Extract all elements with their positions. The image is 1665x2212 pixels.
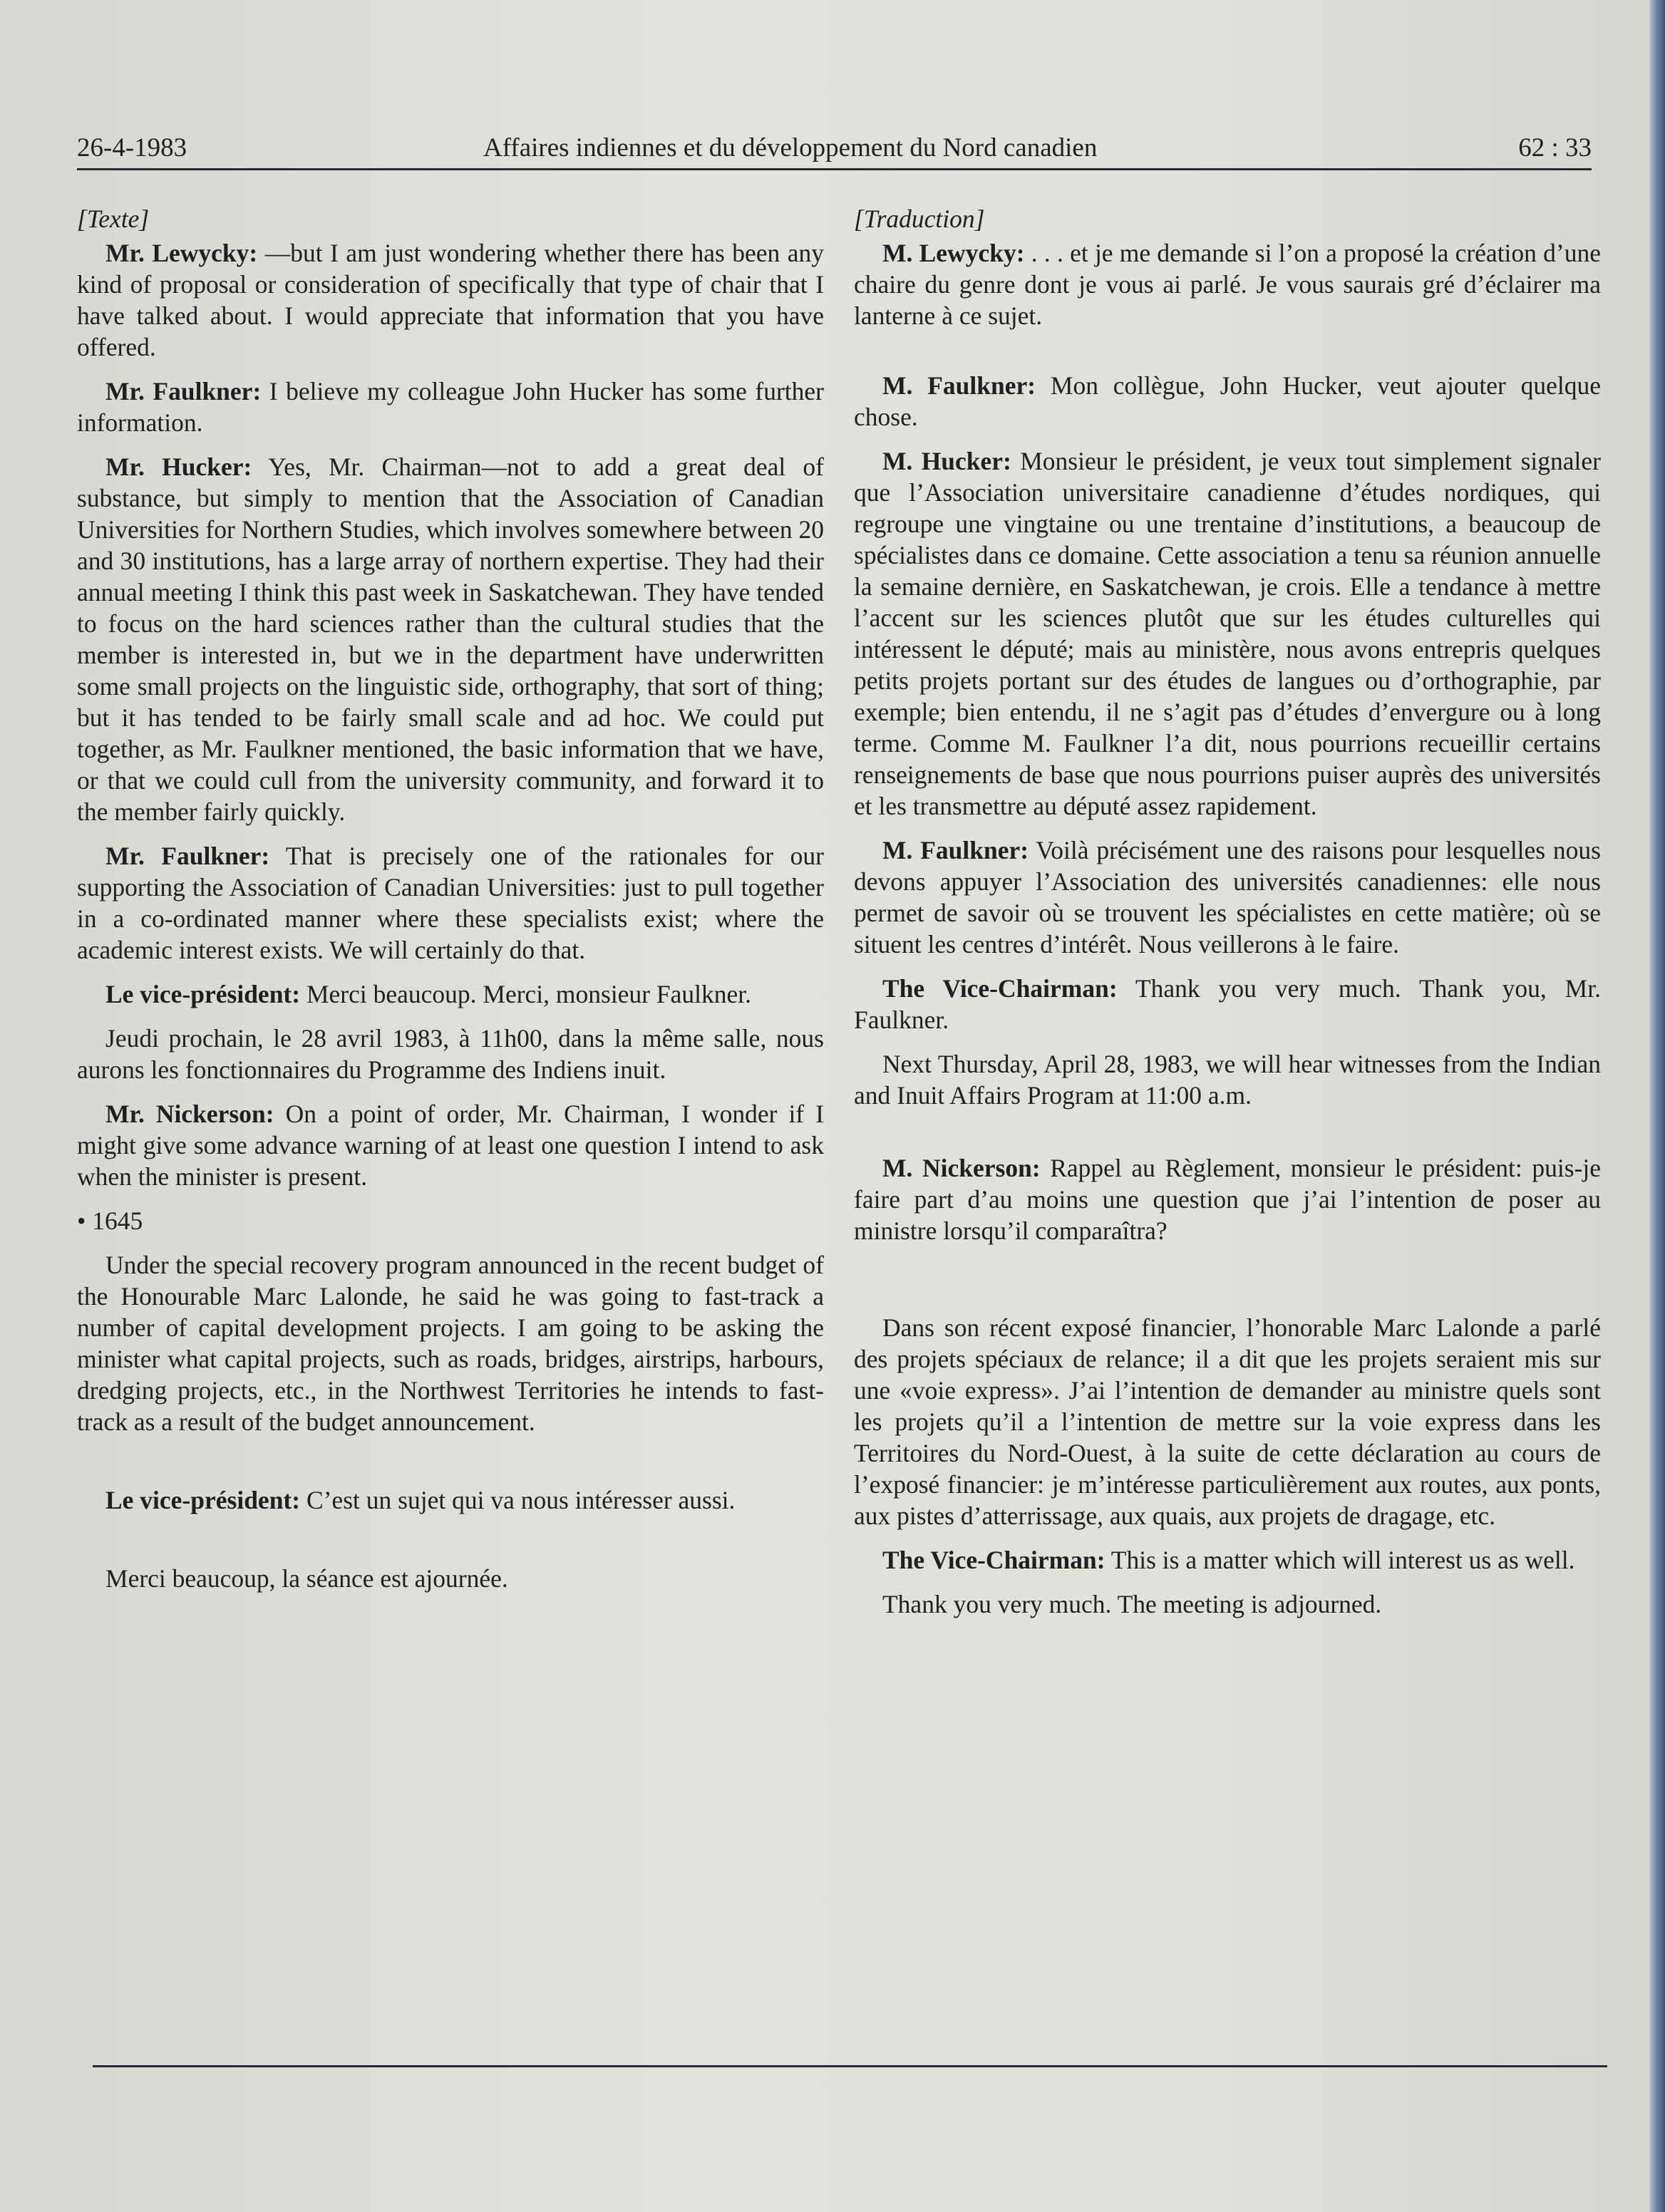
speaker-name: The Vice-Chairman:	[882, 974, 1118, 1003]
footer-rule	[93, 2065, 1607, 2067]
speech-text: Monsieur le président, je veux tout simplement signaler que l’Association universitaire canadienne d’études nordiques, qui regroupe une vingtaine ou une trentaine d’institutions, a beaucoup de spécialistes dans ce domaine. Cette association a tenu sa réunion annuelle la semaine dernière, en Saskatchewan, je crois. Elle a tendance à mettre l’accent sur les sciences plutôt que sur les études culturelles qui intéressent le député; mais au ministère, nous avons entrepris quelques petits projets portant sur des études de langues ou d’orthographie, par exemple; bien entendu, il ne s’agit pas d’études d’envergure ou à long terme. Comme M. Faulkner l’a dit, nous pourrions recueillir certains renseignements de base que nous pourrions puiser auprès des universités et les transmettre au député assez rapidement.	[854, 447, 1601, 820]
speech-text: Mon collègue, John Hucker, veut ajouter quelque chose.	[854, 371, 1601, 431]
speech-text: Rappel au Règlement, monsieur le président: puis-je faire part d’au moins une question que j’ai l’intention de poser au ministre lorsqu’il comparaîtra?	[854, 1154, 1601, 1245]
speech-paragraph	[854, 834, 1601, 960]
speech-text: C’est un sujet qui va nous intéresser aussi.	[300, 1486, 736, 1514]
header-title: Affaires indiennes et du développement du Nord canadien	[483, 133, 1098, 162]
speaker-name: M. Faulkner:	[882, 836, 1029, 864]
speech-paragraph: Under the special recovery program announced in the recent budget of the Honourable Marc Lalonde, he said he was going to fast-track a number of capital development projects. I am going to be asking the minister what capital projects, such as roads, bridges, airstrips, harbours, dredging projects, etc., in the Northwest Territories he intends to fast-track as a result of the budget announcement.	[77, 1251, 824, 1436]
speech-paragraph: Thank you very much. The meeting is adjourned.	[882, 1590, 1382, 1618]
speech-paragraph	[854, 1544, 1601, 1576]
speech-text: —but I am just wondering whether there has been any kind of proposal or consideration of specifically that type of chair that I have talked about. I would appreciate that information that you have offered.	[77, 239, 824, 361]
running-head	[77, 125, 1592, 169]
speech-paragraph	[77, 840, 824, 966]
speech-paragraph: Jeudi prochain, le 28 avril 1983, à 11h00, dans la même salle, nous aurons les fonctionnaires du Programme des Indiens inuit.	[77, 1024, 824, 1084]
speaker-name: Mr. Lewycky:	[105, 239, 258, 267]
speech-text: . . . et je me demande si l’on a proposé la création d’une chaire du genre dont je vous ai parlé. Je vous saurais gré d’éclairer ma lanterne à ce sujet.	[854, 239, 1601, 330]
french-column	[854, 203, 1601, 1633]
speech-text: Merci beaucoup. Merci, monsieur Faulkner.	[300, 980, 751, 1008]
speech-paragraph	[77, 978, 824, 1010]
speech-paragraph: Merci beaucoup, la séance est ajournée.	[105, 1564, 508, 1593]
speech-paragraph: Dans son récent exposé financier, l’honorable Marc Lalonde a parlé des projets spéciaux de relance; il a dit que les projets seraient mis sur une «voie express». J’ai l’intention de demander au ministre quels sont les projets qu’il a l’intention de mettre sur la voie express dans les Territoires du Nord-Ouest, à la suite de cette déclaration au cours de l’exposé financier: je m’intéresse particulièrement aux routes, aux ponts, aux pistes d’atterrissage, aux quais, aux projets de dragage, etc.	[854, 1313, 1601, 1530]
speaker-name: M. Hucker:	[882, 447, 1011, 475]
speech-text: Yes, Mr. Chairman—not to add a great deal of substance, but simply to mention that the Association of Canadian Universities for Northern Studies, which involves somewhere between 20 and 30 institutions, has a large array of northern expertise. They had their annual meeting I think this past week in Saskatchewan. They have tended to focus on the hard sciences rather than the cultural studies that the member is interested in, but we in the department have underwritten some small projects on the linguistic side, orthography, that sort of thing; but it has tended to be fairly small scale and ad hoc. We could put together, as Mr. Faulkner mentioned, the basic information that we have, or that we could cull from the university community, and forward it to the member fairly quickly.	[77, 453, 825, 826]
speech-text: That is precisely one of the rationales for our supporting the Association of Canadian Universities: just to pull together in a co-ordinated manner where these specialists exist; where the academic interest exists. We will certainly do that.	[77, 842, 824, 964]
column-label: [Texte]	[77, 205, 150, 233]
header-rule	[77, 168, 1592, 170]
speech-paragraph	[77, 451, 824, 827]
speaker-name: M. Nickerson:	[882, 1154, 1041, 1182]
speech-paragraph	[77, 237, 824, 363]
speaker-name: Mr. Hucker:	[105, 453, 252, 481]
time-marker: • 1645	[77, 1206, 143, 1235]
speech-paragraph	[77, 376, 824, 438]
column-label: [Traduction]	[854, 205, 985, 233]
speech-paragraph	[854, 1152, 1601, 1246]
spacer	[77, 1529, 824, 1563]
spacer	[854, 1124, 1601, 1152]
spacer	[854, 1259, 1601, 1312]
speaker-name: Mr. Nickerson:	[105, 1100, 274, 1128]
speaker-name: Le vice-président:	[105, 980, 301, 1008]
speech-paragraph	[77, 1484, 824, 1516]
speaker-name: M. Faulkner:	[882, 371, 1036, 400]
speaker-name: Mr. Faulkner:	[105, 842, 270, 870]
speech-text: On a point of order, Mr. Chairman, I wonder if I might give some advance warning of at least one question I intend to ask when the minister is present.	[77, 1100, 824, 1191]
binding-edge	[1649, 0, 1665, 2212]
speech-paragraph	[854, 445, 1601, 822]
speech-text: I believe my colleague John Hucker has some further information.	[77, 377, 824, 437]
spacer	[854, 344, 1601, 370]
header-page-number: 62 : 33	[1518, 133, 1592, 162]
spacer	[77, 1450, 824, 1484]
speech-text: Thank you very much. Thank you, Mr. Faulkner.	[854, 974, 1601, 1034]
speech-paragraph	[854, 973, 1601, 1035]
speech-paragraph	[854, 237, 1601, 331]
speech-paragraph	[77, 1098, 824, 1192]
speech-text: Voilà précisément une des raisons pour lesquelles nous devons appuyer l’Association des universités canadiennes: elle nous permet de savoir où se trouvent les spécialistes en cette matière; où se situent les centres d’intérêt. Nous veillerons à le faire.	[854, 836, 1601, 958]
english-column	[77, 203, 824, 1607]
speaker-name: Le vice-président:	[105, 1486, 301, 1514]
speaker-name: M. Lewycky:	[882, 239, 1025, 267]
speech-text: This is a matter which will interest us as well.	[1105, 1546, 1575, 1574]
speaker-name: The Vice-Chairman:	[882, 1546, 1105, 1574]
header-date: 26-4-1983	[77, 133, 187, 162]
speech-paragraph: Next Thursday, April 28, 1983, we will hear witnesses from the Indian and Inuit Affairs Program at 11:00 a.m.	[854, 1050, 1601, 1110]
speech-paragraph	[854, 370, 1601, 433]
speaker-name: Mr. Faulkner:	[105, 377, 262, 405]
